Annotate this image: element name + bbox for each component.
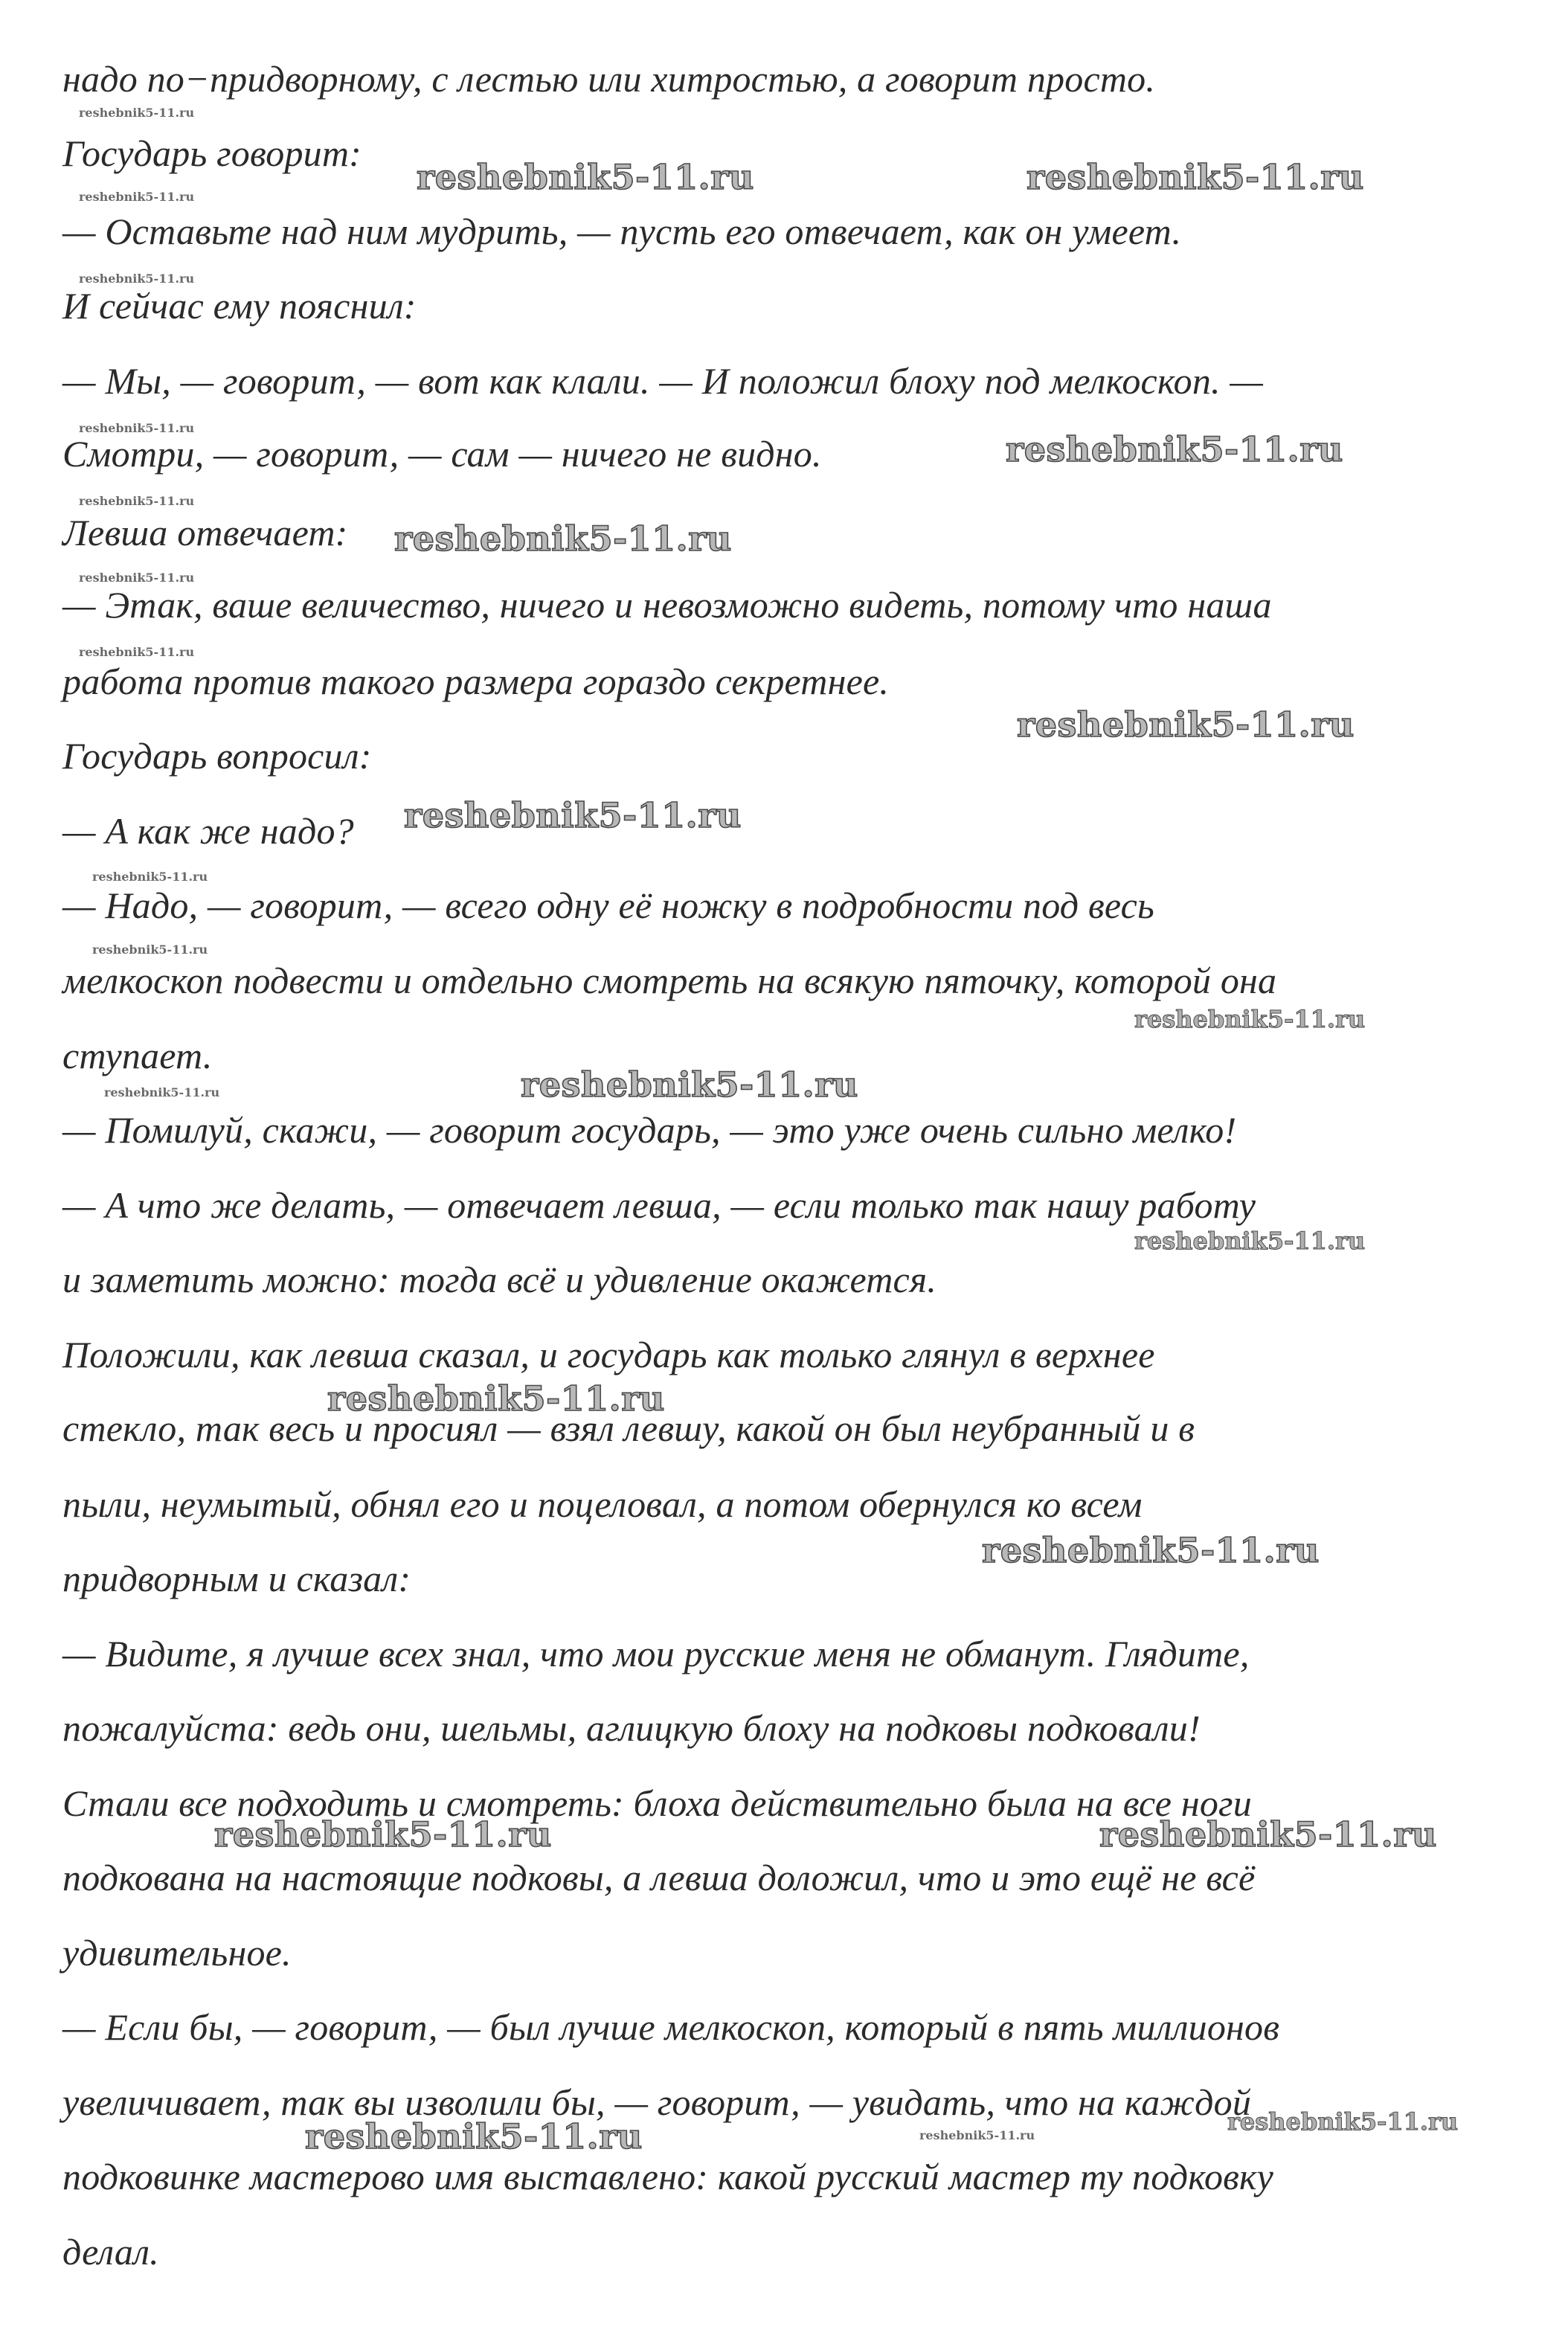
text-line: — Видите, я лучше всех знал, что мои русские меня не обманут. Глядите,	[62, 1633, 1250, 1674]
text-line: Положили, как левша сказал, и государь как только глянул в верхнее	[62, 1334, 1155, 1375]
watermark: reshebnik5-11.ru	[404, 795, 742, 835]
text-line: мелкоскоп подвести и отдельно смотреть на всякую пяточку, которой она	[62, 960, 1277, 1001]
watermark: reshebnik5-11.ru	[92, 942, 208, 957]
text-line: И сейчас ему пояснил:	[62, 285, 417, 327]
watermark: reshebnik5-11.ru	[92, 870, 208, 884]
watermark: reshebnik5-11.ru	[417, 157, 754, 197]
text-line: придворным и сказал:	[62, 1558, 411, 1599]
text-line: Стали все подходить и смотреть: блоха действительно была на все ноги	[62, 1782, 1252, 1824]
watermark: reshebnik5-11.ru	[982, 1530, 1320, 1570]
text-line: — Помилуй, скажи, — говорит государь, — это уже очень сильно мелко!	[62, 1109, 1237, 1151]
watermark: reshebnik5-11.ru	[1134, 1227, 1366, 1255]
text-line: Государь говорит:	[62, 132, 362, 174]
text-line: — Мы, — говорит, — вот как клали. — И положил блоху под мелкоскоп. —	[62, 360, 1264, 402]
watermark: reshebnik5-11.ru	[79, 421, 195, 435]
text-line: увеличивает, так вы изволили бы, — говорит, — увидать, что на каждой	[62, 2081, 1252, 2123]
text-line: — Если бы, — говорит, — был лучше мелкоскоп, который в пять миллионов	[62, 2006, 1280, 2048]
text-line: Государь вопросил:	[62, 735, 372, 777]
text-line: — Этак, ваше величество, ничего и невозможно видеть, потому что наша	[62, 584, 1272, 626]
watermark: reshebnik5-11.ru	[79, 190, 195, 204]
text-line: работа против такого размера гораздо секретнее.	[62, 661, 890, 702]
text-line: Левша отвечает:	[62, 512, 348, 553]
watermark: reshebnik5-11.ru	[394, 518, 732, 559]
watermark: reshebnik5-11.ru	[1099, 1814, 1437, 1855]
text-line: делал.	[62, 2231, 159, 2273]
text-line: надо по−придворному, с лестью или хитростью, а говорит просто.	[62, 58, 1156, 100]
watermark: reshebnik5-11.ru	[1134, 1005, 1366, 1033]
text-line: стекло, так весь и просиял — взял левшу, какой он был неубранный и в	[62, 1407, 1195, 1449]
text-line: пожалуйста: ведь они, шельмы, аглицкую блоху на подковы подковали!	[62, 1707, 1201, 1749]
watermark: reshebnik5-11.ru	[1227, 2107, 1459, 2136]
watermark: reshebnik5-11.ru	[919, 2128, 1035, 2142]
watermark: reshebnik5-11.ru	[79, 106, 195, 120]
text-line: подковинке мастерово имя выставлено: какой русский мастер ту подковку	[62, 2156, 1274, 2197]
watermark: reshebnik5-11.ru	[104, 1085, 220, 1099]
watermark: reshebnik5-11.ru	[1026, 157, 1364, 197]
text-line: Смотри, — говорит, — сам — ничего не видно.	[62, 433, 822, 475]
watermark: reshebnik5-11.ru	[214, 1814, 552, 1855]
text-line: — Оставьте над ним мудрить, — пусть его отвечает, как он умеет.	[62, 211, 1182, 252]
watermark: reshebnik5-11.ru	[1017, 704, 1355, 745]
watermark: reshebnik5-11.ru	[521, 1064, 858, 1105]
text-line: — А как же надо?	[62, 810, 354, 852]
watermark: reshebnik5-11.ru	[305, 2116, 643, 2157]
watermark: reshebnik5-11.ru	[327, 1378, 665, 1419]
watermark: reshebnik5-11.ru	[79, 494, 195, 508]
text-line: и заметить можно: тогда всё и удивление окажется.	[62, 1259, 937, 1300]
watermark: reshebnik5-11.ru	[79, 571, 195, 585]
text-line: — Надо, — говорит, — всего одну её ножку в подробности под весь	[62, 884, 1154, 926]
watermark: reshebnik5-11.ru	[79, 645, 195, 659]
text-line: пыли, неумытый, обнял его и поцеловал, а потом обернулся ко всем	[62, 1483, 1143, 1525]
text-line: ступает.	[62, 1035, 213, 1076]
text-line: подкована на настоящие подковы, а левша доложил, что и это ещё не всё	[62, 1857, 1256, 1898]
text-line: — А что же делать, — отвечает левша, — если только так нашу работу	[62, 1184, 1256, 1226]
watermark: reshebnik5-11.ru	[79, 272, 195, 286]
text-line: удивительное.	[62, 1932, 292, 1974]
watermark: reshebnik5-11.ru	[1006, 429, 1343, 469]
